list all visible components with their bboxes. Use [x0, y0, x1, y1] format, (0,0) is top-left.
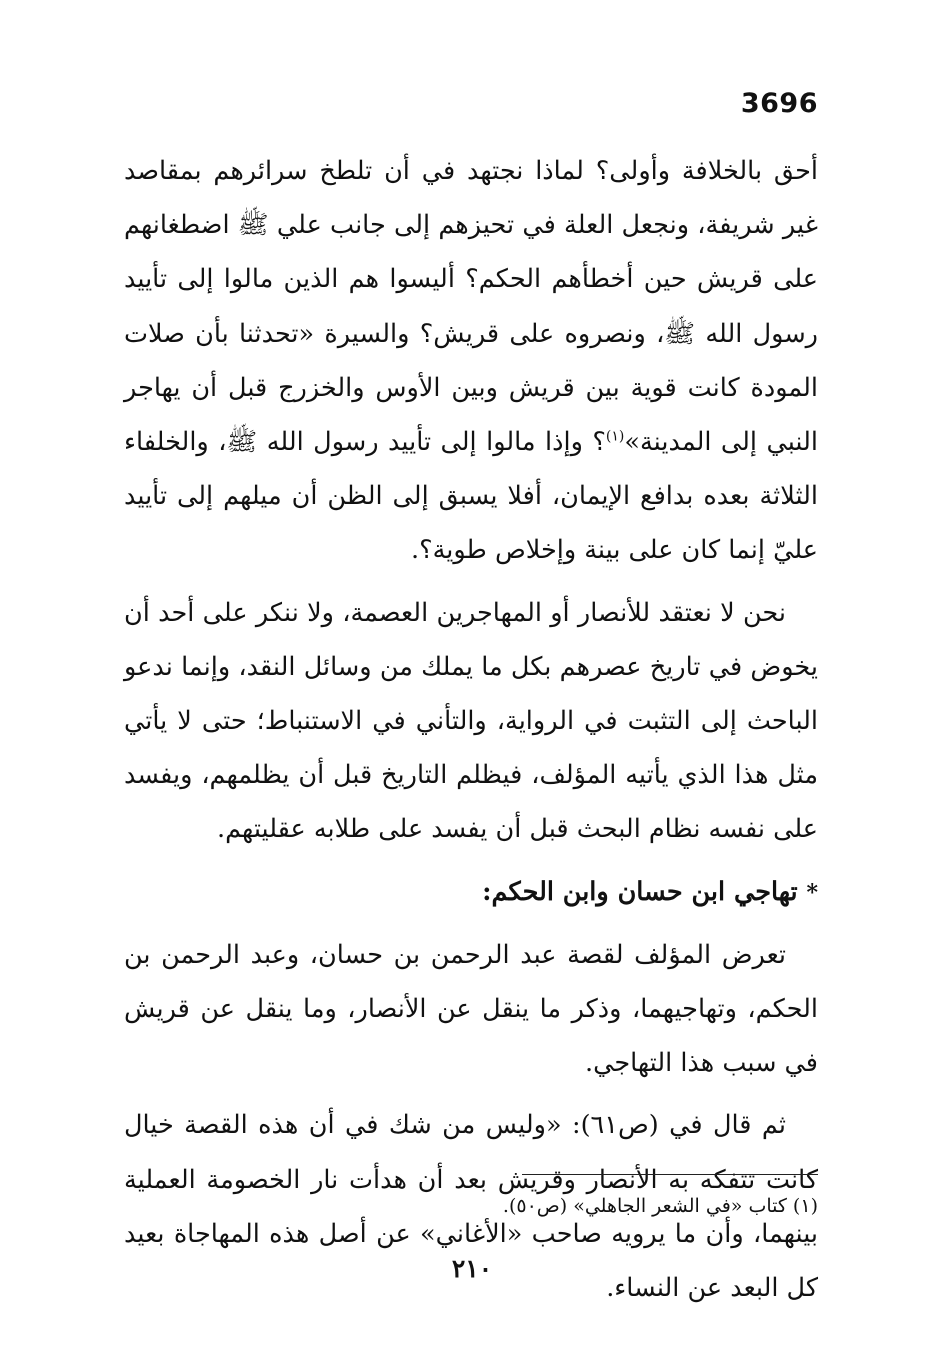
- paragraph-continuation: [124, 144, 818, 578]
- page-code: 3696: [740, 88, 818, 119]
- footnote: (١) كتاب «في الشعر الجاهلي» (ص٥٠).: [502, 1195, 818, 1217]
- page-number: ٢١٠: [451, 1254, 493, 1283]
- paragraph-text-after: ؟ وإذا مالوا إلى تأييد رسول الله ﷺ، والخلفاء الثلاثة بعده بدافع الإيمان، أفلا يسبق إلى الظن أن ميلهم إلى تأييد عليّ إنما كان على بينة وإخلاص طوية؟.: [124, 427, 818, 566]
- footnote-reference[interactable]: (١): [605, 428, 625, 445]
- section-heading: [124, 865, 818, 920]
- paragraph: تعرض المؤلف لقصة عبد الرحمن بن حسان، وعبد الرحمن بن الحكم، وتهاجيهما، وذكر ما ينقل عن الأنصار، وما ينقل عن قريش في سبب هذا التهاجي.: [124, 939, 818, 1079]
- heading-star-icon: *: [806, 879, 818, 906]
- section-heading-text: تهاجي ابن حسان وابن الحكم:: [482, 876, 798, 907]
- footnote-divider: [522, 1174, 818, 1175]
- main-text: [124, 144, 818, 1315]
- paragraph: نحن لا نعتقد للأنصار أو المهاجرين العصمة، ولا ننكر على أحد أن يخوض في تاريخ عصرهم بكل ما يملك من وسائل النقد، وإنما ندعو الباحث إلى التثبت في الرواية، والتأني في الاستنباط؛ حتى لا يأتي مثل هذا الذي يأتيه المؤلف، فيظلم التاريخ قبل أن يظلمهم، ويفسد على نفسه نظام البحث قبل أن يفسد على طلابه عقليتهم.: [124, 597, 818, 845]
- paragraph-text: أحق بالخلافة وأولى؟ لماذا نجتهد في أن تلطخ سرائرهم بمقاصد غير شريفة، ونجعل العلة في تحيزهم إلى جانب علي ﷺ اضطغانهم على قريش حين أخطأهم الحكم؟ أليسوا هم الذين مالوا إلى تأييد رسول الله ﷺ، ونصروه على قريش؟ والسيرة «تحدثنا بأن صلات المودة كانت قوية بين قريش وبين الأوس والخزرج قبل أن يهاجر النبي إلى المدينة»: [124, 156, 818, 458]
- paragraph: ثم قال في (ص٦١): «وليس من شك في أن هذه القصة خيال كانت تتفكه به الأنصار وقريش بعد أن هدأت نار الخصومة العملية بينهما، وأن ما يرويه صاحب «الأغاني» عن أصل هذه المهاجاة بعيد كل البعد عن النساء.: [124, 1110, 818, 1304]
